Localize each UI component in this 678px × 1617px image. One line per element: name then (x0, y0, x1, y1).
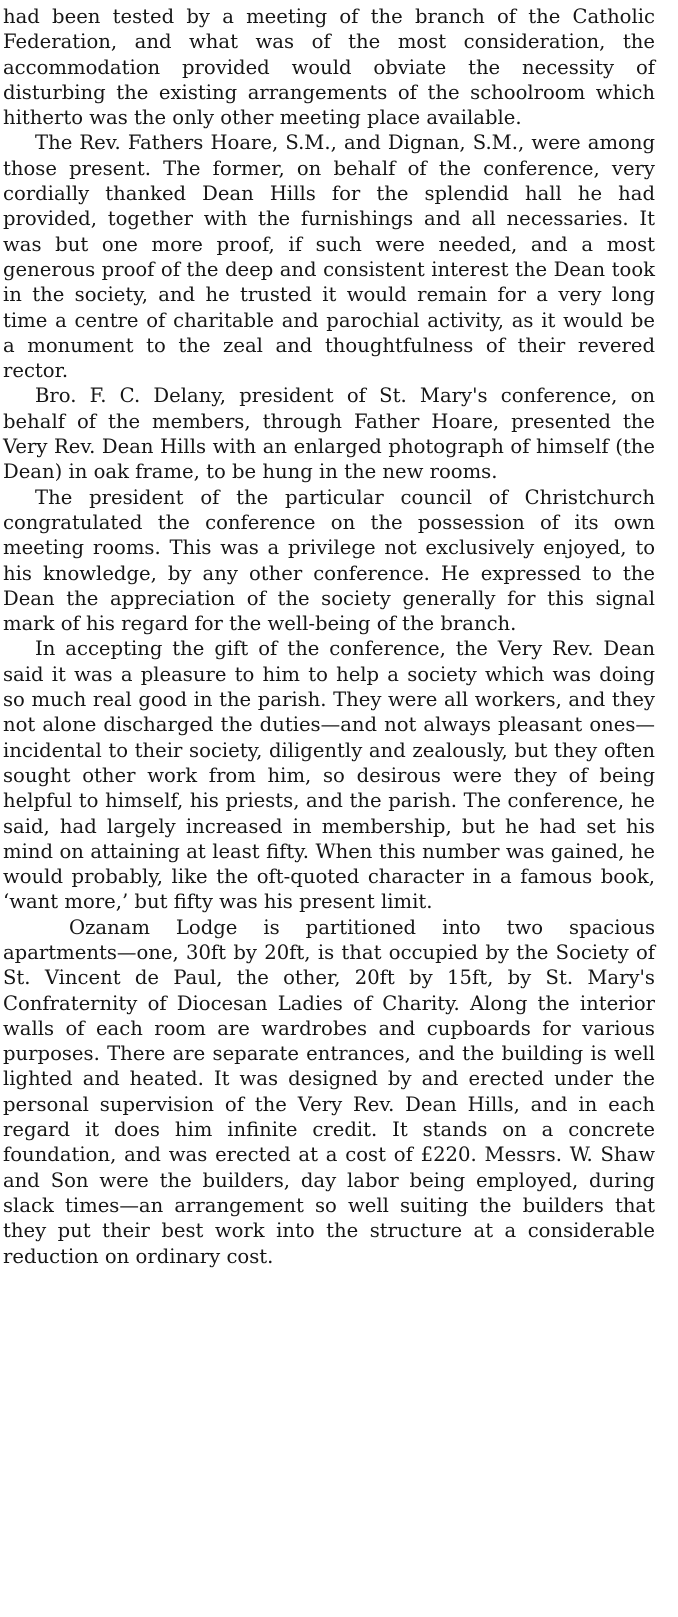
article-paragraph-1: had been tested by a meeting of the branch of the Catholic Federation, and what was of the most consideration, the accommodation provided would obviate the necessity of disturbing the existing arrangements of the schoolroom which hitherto was the only other meeting place available. (3, 5, 655, 130)
article-column (3, 4, 655, 1269)
article-paragraph-2: The Rev. Fathers Hoare, S.M., and Dignan, S.M., were among those present. The former, on behalf of the conference, very cordially thanked Dean Hills for the splendid hall he had provided, together with the furnishings and all necessaries. It was but one more proof, if such were needed, and a most generous proof of the deep and consistent interest the Dean took in the society, and he trusted it would remain for a very long time a centre of charitable and parochial activity, as it would be a monument to the zeal and thoughtfulness of their revered rector. (3, 131, 655, 383)
article-paragraph-6: Ozanam Lodge is partitioned into two spacious apartments—one, 30ft by 20ft, is that occupied by the Society of St. Vincent de Paul, the other, 20ft by 15ft, by St. Mary's Confraternity of Diocesan Ladies of Charity. Along the interior walls of each room are wardrobes and cupboards for various purposes. There are separate entrances, and the building is well lighted and heated. It was designed by and erected under the personal supervision of the Very Rev. Dean Hills, and in each regard it does him infinite credit. It stands on a concrete foundation, and was erected at a cost of £220. Messrs. W. Shaw and Son were the builders, day labor being employed, during slack times—an arrangement so well suiting the builders that they put their best work into the structure at a considerable reduction on ordinary cost. (3, 915, 655, 1268)
article-paragraph-4: The president of the particular council of Christchurch congratulated the conference on the possession of its own meeting rooms. This was a privilege not exclusively enjoyed, to his knowledge, by any other conference. He expressed to the Dean the appreciation of the society generally for this signal mark of his regard for the well-being of the branch. (3, 485, 655, 636)
article-paragraph-3: Bro. F. C. Delany, president of St. Mary's conference, on behalf of the members, through Father Hoare, presented the Very Rev. Dean Hills with an enlarged photograph of himself (the Dean) in oak frame, to be hung in the new rooms. (3, 384, 655, 484)
article-paragraph-5: In accepting the gift of the conference, the Very Rev. Dean said it was a pleasure to him to help a society which was doing so much real good in the parish. They were all workers, and they not alone discharged the duties—and not always pleasant ones—incidental to their society, diligently and zealously, but they often sought other work from him, so desirous were they of being helpful to himself, his priests, and the parish. The conference, he said, had largely increased in membership, but he had set his mind on attaining at least fifty. When this number was gained, he would probably, like the oft-quoted character in a famous book, ‘want more,’ but fifty was his present limit. (3, 637, 655, 914)
